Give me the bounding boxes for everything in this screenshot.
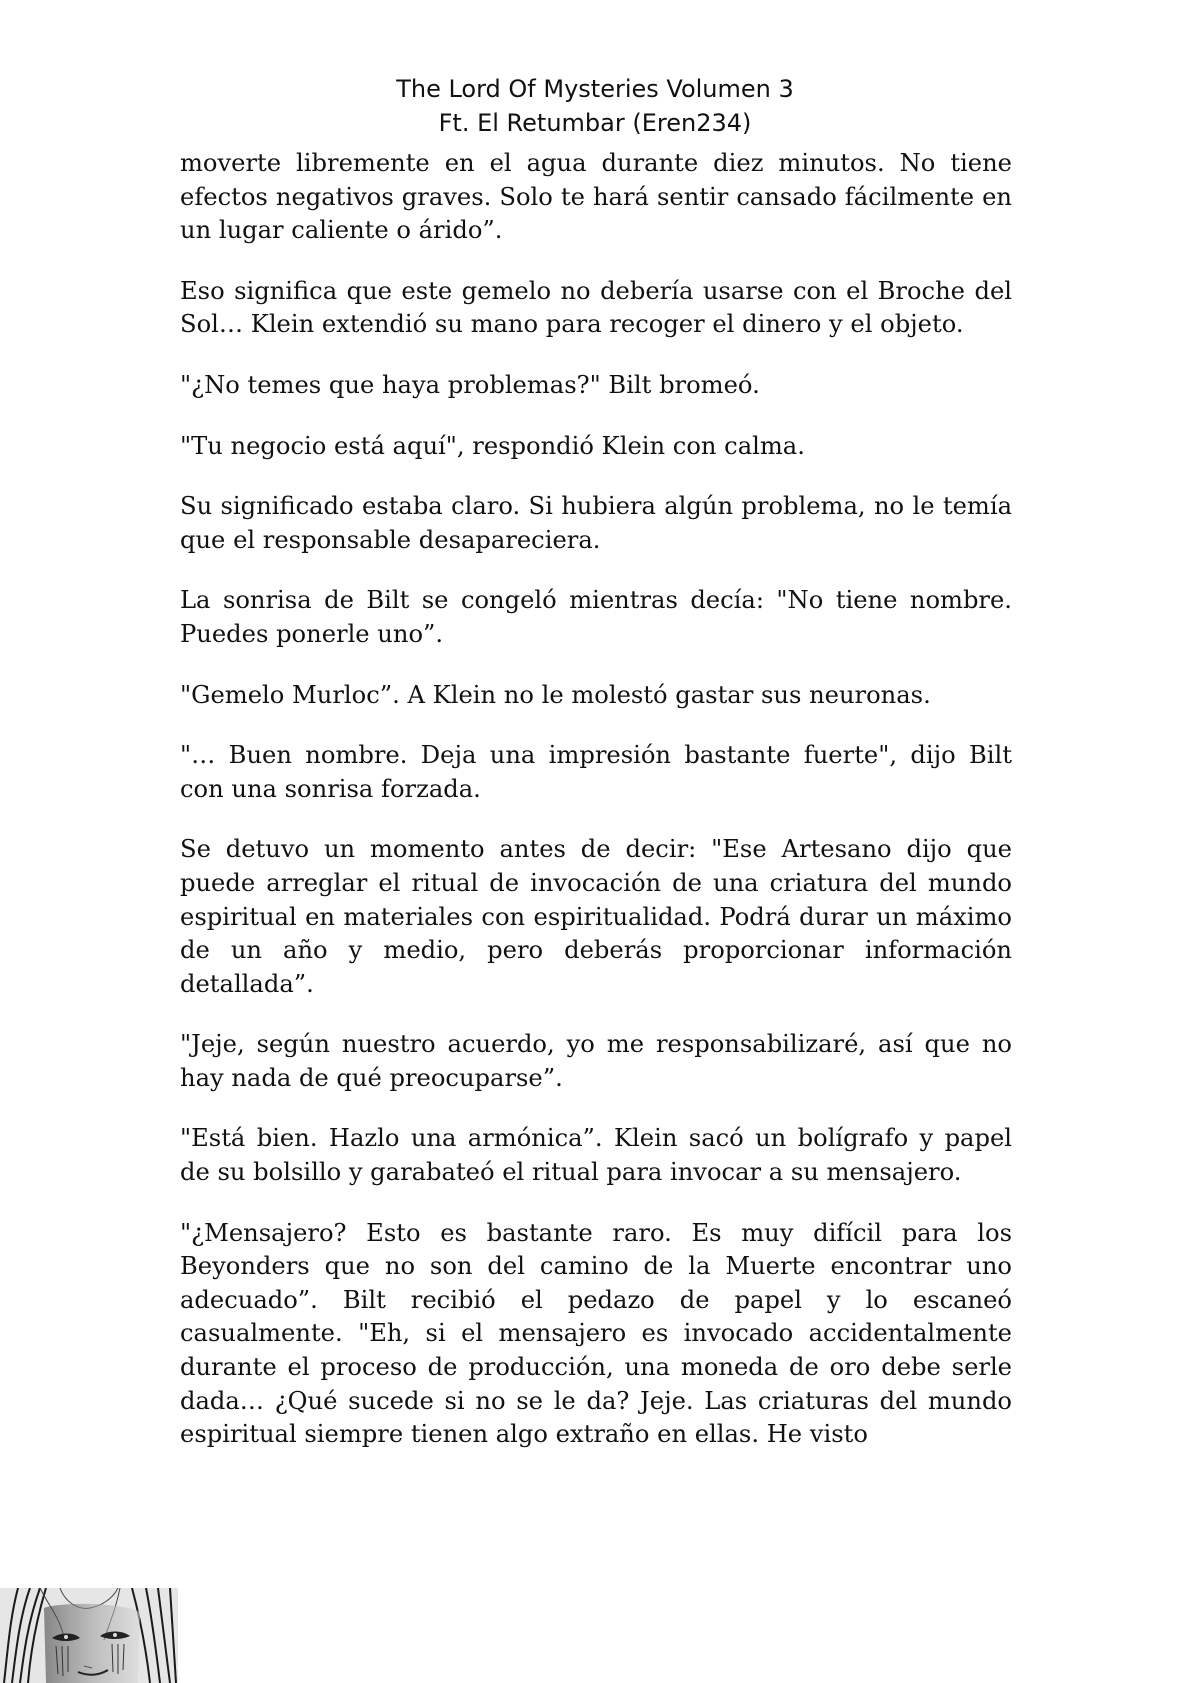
paragraph: "¿Mensajero? Esto es bastante raro. Es muy difícil para los Beyonders que no son del camino de la Muerte encontrar uno adecuado”. Bilt recibió el pedazo de papel y lo escaneó casualmente. "Eh, si el mensajero es invocado accidentalmente durante el proceso de producción, una moneda de oro debe serle dada… ¿Qué sucede si no se le da? Jeje. Las criaturas del mundo espiritual siempre tienen algo extraño en ellas. He visto bbox=[180, 1218, 1012, 1449]
paragraph: "Tu negocio está aquí", respondió Klein con calma. bbox=[180, 431, 805, 460]
body-text bbox=[180, 147, 1012, 1479]
paragraph: "¿No temes que haya problemas?" Bilt bromeó. bbox=[180, 370, 760, 399]
paragraph: La sonrisa de Bilt se congeló mientras decía: "No tiene nombre. Puedes ponerle uno”. bbox=[180, 586, 1012, 648]
paragraph: "… Buen nombre. Deja una impresión bastante fuerte", dijo Bilt con una sonrisa forzada. bbox=[180, 741, 1012, 803]
paragraph: Se detuvo un momento antes de decir: "Ese Artesano dijo que puede arreglar el ritual de invocación de una criatura del mundo espiritual en materiales con espiritualidad. Podrá durar un máximo de un año y medio, pero deberás proporcionar información detallada”. bbox=[180, 835, 1012, 998]
page-header bbox=[0, 72, 1190, 140]
document-subtitle: Ft. El Retumbar (Eren234) bbox=[438, 109, 752, 137]
manga-portrait-image bbox=[0, 1588, 178, 1683]
document-title: The Lord Of Mysteries Volumen 3 bbox=[396, 75, 794, 103]
paragraph: "Gemelo Murloc”. A Klein no le molestó gastar sus neuronas. bbox=[180, 680, 931, 709]
paragraph: "Está bien. Hazlo una armónica”. Klein sacó un bolígrafo y papel de su bolsillo y garabateó el ritual para invocar a su mensajero. bbox=[180, 1124, 1012, 1187]
paragraph: Su significado estaba claro. Si hubiera algún problema, no le temía que el responsable desapareciera. bbox=[180, 492, 1012, 554]
paragraph: moverte libremente en el agua durante diez minutos. No tiene efectos negativos graves. Solo te hará sentir cansado fácilmente en un lugar caliente o árido”. bbox=[180, 149, 1012, 245]
paragraph: "Jeje, según nuestro acuerdo, yo me responsabilizaré, así que no hay nada de qué preocuparse”. bbox=[180, 1030, 1012, 1092]
paragraph: Eso significa que este gemelo no debería usarse con el Broche del Sol… Klein extendió su mano para recoger el dinero y el objeto. bbox=[180, 276, 1012, 339]
